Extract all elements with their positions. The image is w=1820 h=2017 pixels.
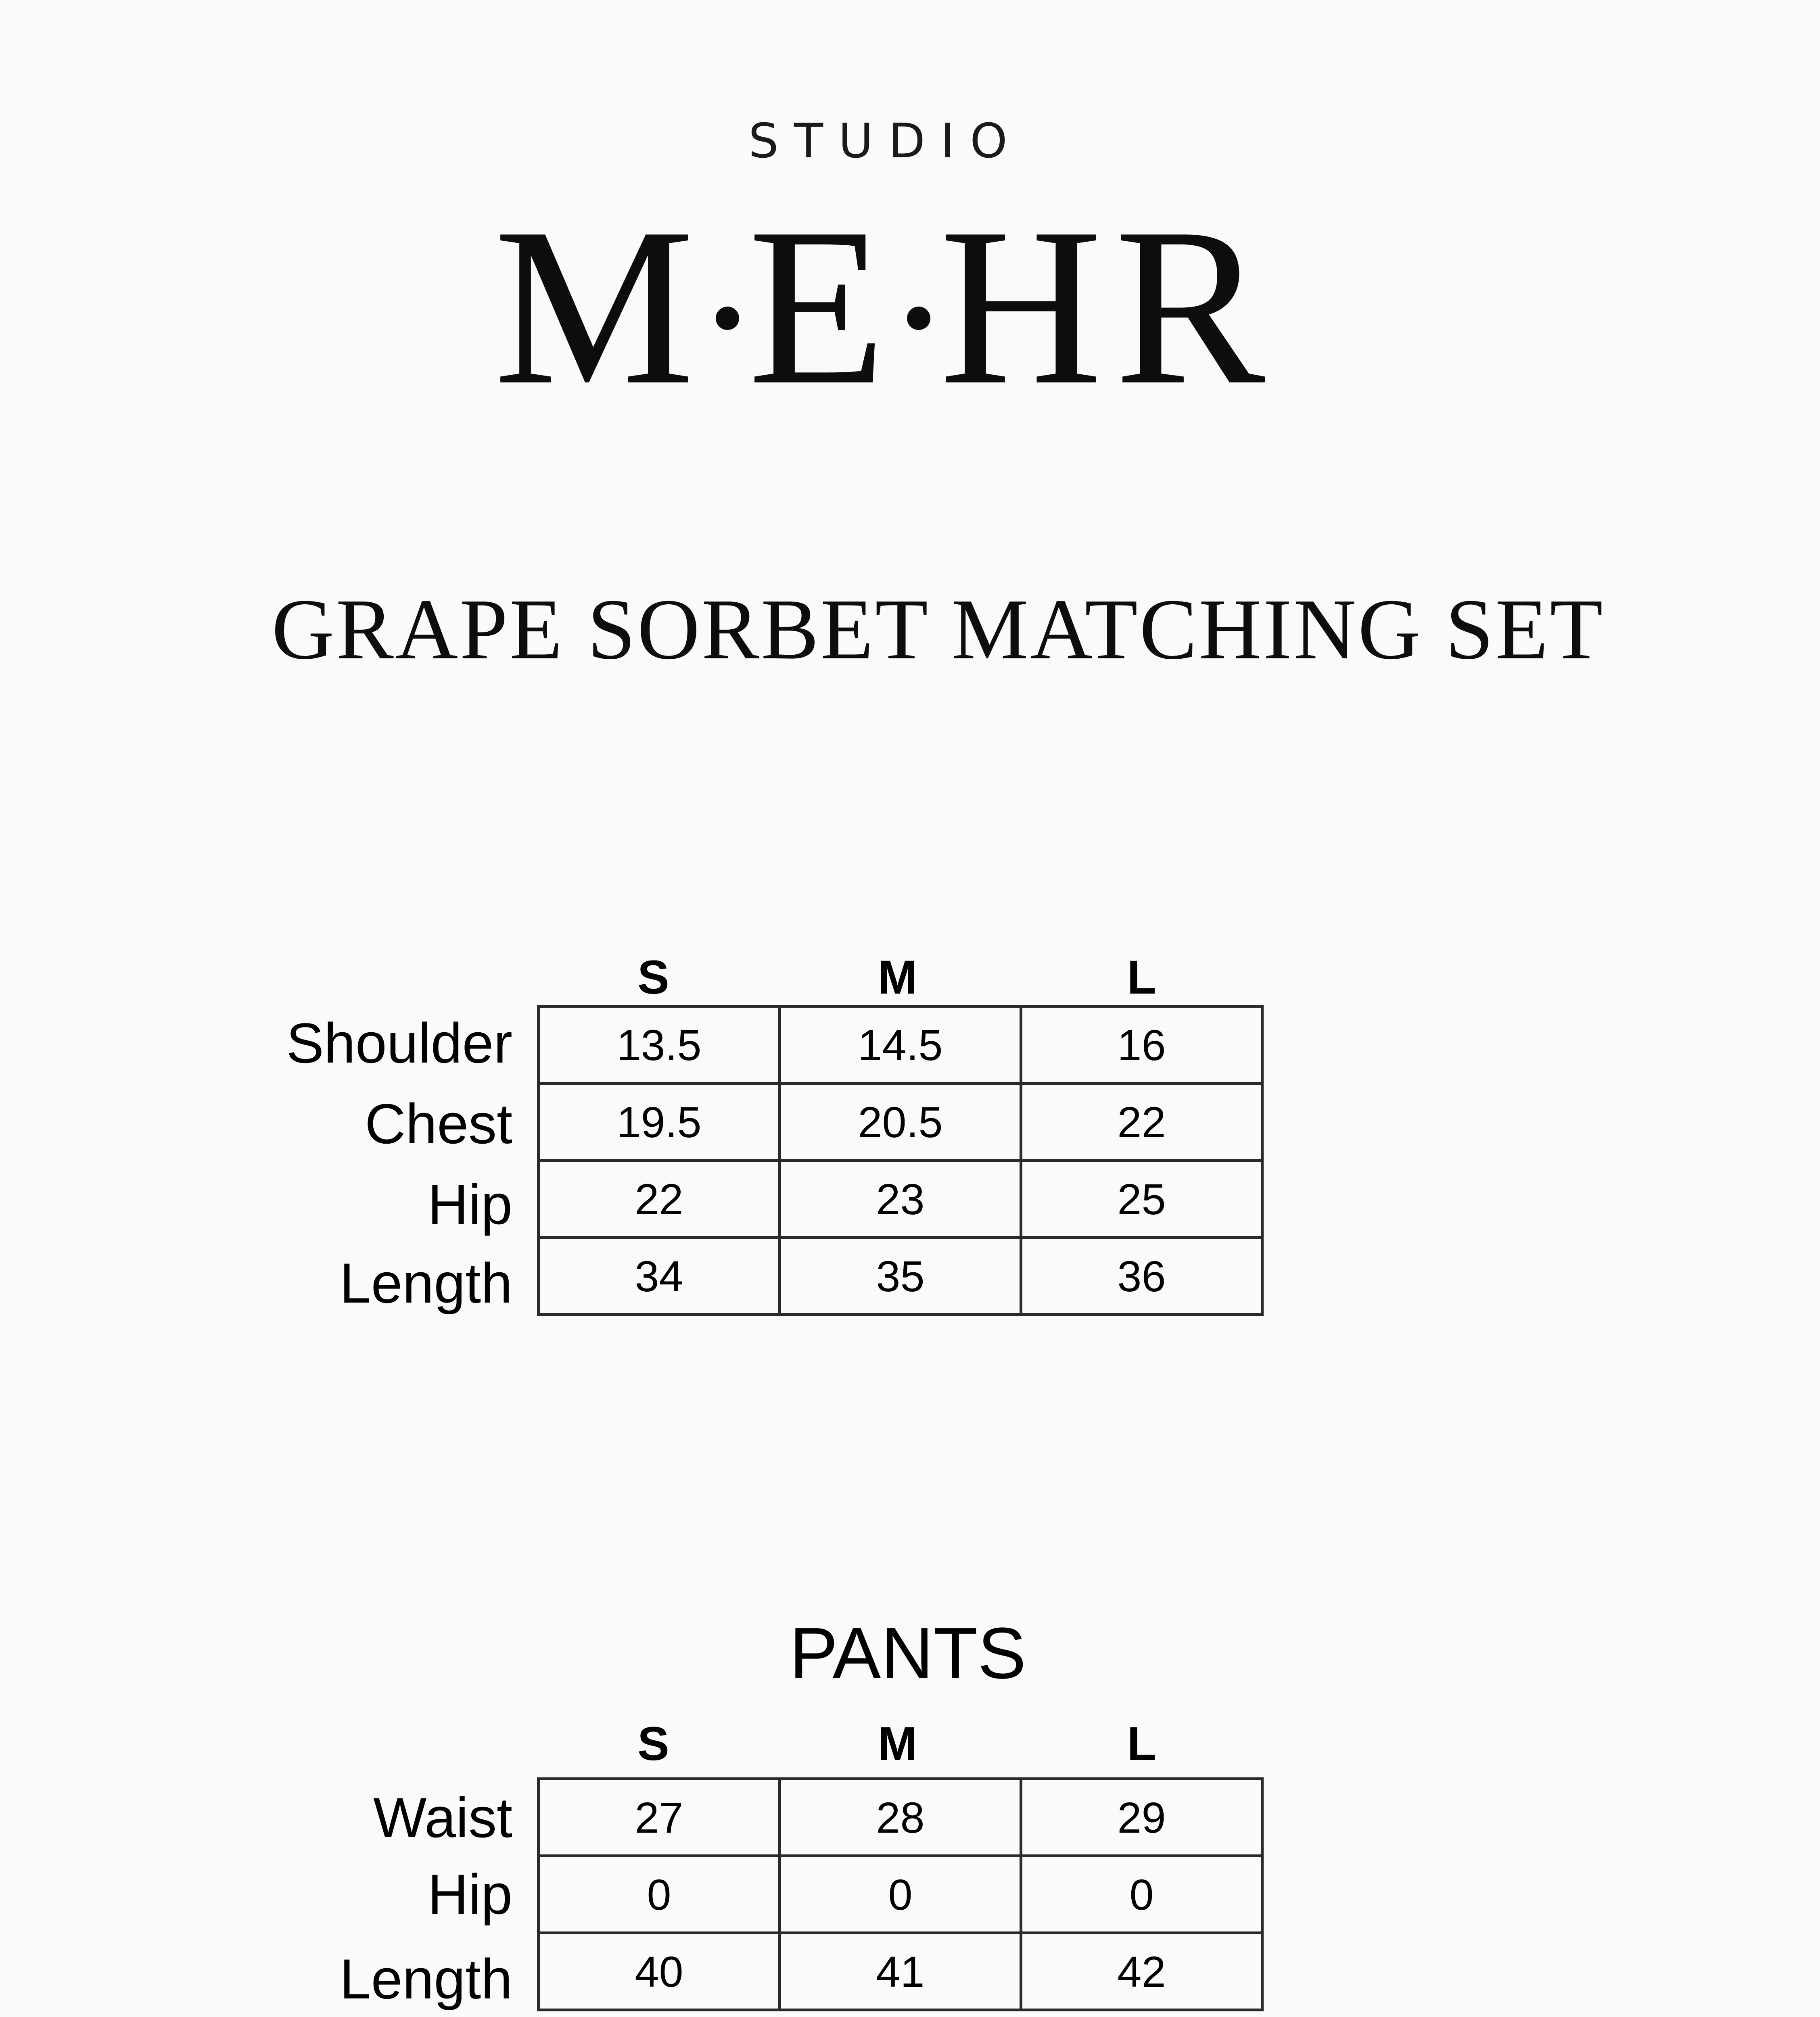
- table-cell: 36: [1021, 1238, 1262, 1315]
- table-cell: 34: [539, 1238, 780, 1315]
- table-cell: 40: [539, 1933, 780, 2010]
- table-row: [539, 1238, 1262, 1315]
- table-cell: 0: [1021, 1856, 1262, 1933]
- table-cell: 28: [780, 1779, 1021, 1856]
- table-cell: 22: [539, 1161, 780, 1238]
- tops-col-head-m: M: [878, 951, 917, 1004]
- product-title: GRAPE SORBET MATCHING SET: [272, 581, 1605, 677]
- brand-logo-hr: HR: [939, 182, 1277, 432]
- table-row: [539, 1779, 1262, 1856]
- table-cell: 19.5: [539, 1084, 780, 1161]
- table-row: [539, 1933, 1262, 2010]
- table-cell: 0: [539, 1856, 780, 1933]
- pants-col-head-m: M: [878, 1717, 917, 1771]
- tops-row-label: Hip: [427, 1173, 512, 1236]
- pants-table: [537, 1777, 1264, 2011]
- tops-col-head-s: S: [637, 951, 669, 1004]
- tops-row-label: Shoulder: [286, 1011, 512, 1075]
- table-cell: 16: [1021, 1006, 1262, 1084]
- logo-dot-icon: [907, 307, 930, 330]
- pants-heading: PANTS: [789, 1613, 1026, 1694]
- tops-row-label: Length: [339, 1251, 512, 1315]
- table-cell: 20.5: [780, 1084, 1021, 1161]
- table-cell: 22: [1021, 1084, 1262, 1161]
- table-cell: 14.5: [780, 1006, 1021, 1084]
- table-row: [539, 1856, 1262, 1933]
- table-cell: 27: [539, 1779, 780, 1856]
- brand-studio-text: STUDIO: [748, 113, 1023, 169]
- table-cell: 42: [1021, 1933, 1262, 2010]
- table-cell: 13.5: [539, 1006, 780, 1084]
- tops-col-head-l: L: [1127, 951, 1156, 1004]
- table-cell: 29: [1021, 1779, 1262, 1856]
- table-cell: 23: [780, 1161, 1021, 1238]
- pants-col-head-l: L: [1127, 1717, 1156, 1771]
- table-cell: 35: [780, 1238, 1021, 1315]
- table-cell: 41: [780, 1933, 1021, 2010]
- brand-logo-m: M: [494, 182, 707, 432]
- pants-row-label: Length: [339, 1947, 512, 2011]
- logo-dot-icon: [716, 307, 739, 330]
- pants-col-head-s: S: [637, 1717, 669, 1771]
- brand-logo-e: E: [748, 182, 899, 432]
- table-cell: 0: [780, 1856, 1021, 1933]
- table-row: [539, 1161, 1262, 1238]
- pants-row-label: Hip: [427, 1862, 512, 1926]
- table-cell: 25: [1021, 1161, 1262, 1238]
- tops-table: [537, 1005, 1264, 1316]
- table-row: [539, 1006, 1262, 1084]
- brand-logo: [0, 182, 1771, 432]
- pants-row-label: Waist: [373, 1786, 512, 1849]
- table-row: [539, 1084, 1262, 1161]
- tops-row-label: Chest: [365, 1092, 512, 1155]
